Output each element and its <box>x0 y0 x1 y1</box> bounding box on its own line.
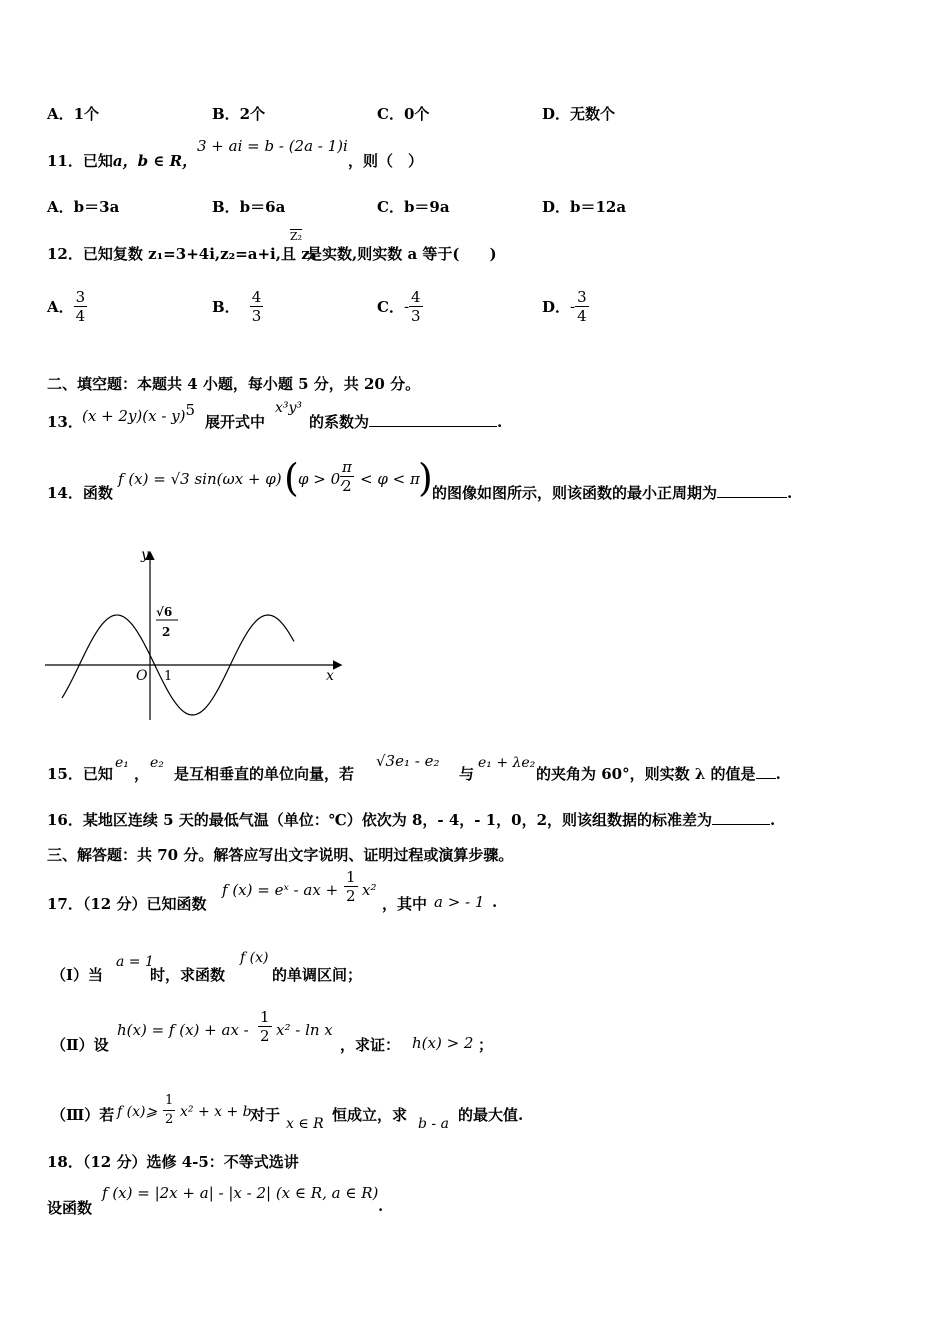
q15-answer-blank[interactable] <box>756 778 776 779</box>
q14-number: 14．函数 <box>47 484 113 502</box>
q12-option-a-label: A． <box>47 298 74 316</box>
q13-mid: 展开式中 <box>205 413 266 431</box>
q17-part2-h: h(x) = f (x) + ax - <box>117 1021 249 1039</box>
q17-x2: x² <box>362 881 377 899</box>
q12-option-a-den: 4 <box>75 307 86 325</box>
q14-paren-right: ) <box>418 456 433 500</box>
q18-function: f (x) = |2x + a| - |x - 2| (x ∈ R, a ∈ R) <box>102 1184 379 1202</box>
q15-text2: 是互相垂直的单位向量，若 <box>174 765 355 783</box>
q17-frac <box>344 868 358 905</box>
q13-expression <box>82 401 195 425</box>
q14-end: . <box>787 484 793 502</box>
q14-frac-den: 2 <box>342 477 352 495</box>
q14-paren-left: ( <box>284 456 299 500</box>
q17-part2-end: ； <box>478 1036 494 1054</box>
q13-tail <box>309 411 502 432</box>
q12-option-d-den: 4 <box>577 307 587 325</box>
q12-option-a-num: 3 <box>75 288 86 306</box>
q14-cond: φ > 0, <box>298 470 345 488</box>
q14-tail <box>432 482 792 503</box>
q15-text4: 的夹角为 60°，则实数 λ 的值是 <box>536 765 756 783</box>
q12-option-b-den: 3 <box>251 307 262 325</box>
q14-answer-blank[interactable] <box>717 497 787 498</box>
q13-answer-blank[interactable] <box>369 426 497 427</box>
q17-part2-frac-den: 2 <box>260 1027 270 1045</box>
q17-part3-expr: b - a <box>418 1116 449 1132</box>
question-12 <box>47 243 316 264</box>
q17-part2-mid: ，求证： <box>340 1036 401 1054</box>
q14-tail-text: 的图像如图所示，则该函数的最小正周期为 <box>432 484 718 502</box>
q18-end: . <box>378 1197 384 1215</box>
q17-part3-tail: 的最大值. <box>458 1106 524 1124</box>
q17-part3-frac <box>163 1092 175 1129</box>
q14-frac-num: π <box>342 458 352 476</box>
q12-option-b-label: B． <box>212 298 240 316</box>
q17-part2-rest: x² - ln x <box>276 1021 333 1039</box>
q17-part1-label: （Ⅰ）当 <box>51 966 104 984</box>
q13-tail-text: 的系数为 <box>309 413 370 431</box>
q17-function: f (x) = eˣ - ax + <box>222 881 339 899</box>
q15-comma: ， <box>134 765 150 783</box>
q12-option-d <box>542 288 589 325</box>
section-2-heading: 二、填空题：本题共 4 小题，每小题 5 分，共 20 分。 <box>47 375 421 393</box>
q17-frac-num: 1 <box>346 868 356 886</box>
q16-answer-blank[interactable] <box>712 824 770 825</box>
q17-part3-rest: x² + x + b <box>180 1104 252 1120</box>
q18-title: 18．（12 分）选修 4-5：不等式选讲 <box>47 1153 299 1171</box>
q12-text: 12．已知复数 z₁=3+4i,z₂=a+i,且 z₁ <box>47 245 317 263</box>
q14-sine-graph <box>40 545 350 725</box>
q17-end: . <box>492 893 498 911</box>
q17-mid: ，其中 <box>382 895 428 913</box>
q15-e2: e₂ <box>150 755 164 771</box>
q17-part3-frac-den: 2 <box>165 1112 174 1127</box>
q12-option-b <box>212 288 263 325</box>
q13-number: 13． <box>47 413 83 431</box>
q15-tail <box>536 763 781 784</box>
q11-option-b: B．b＝6a <box>212 198 286 216</box>
q14-function: f (x) = √3 sin(ωx + φ) <box>118 470 282 488</box>
q16-text: 16．某地区连续 5 天的最低气温（单位：℃）依次为 8，- 4，- 1，0，2，则该组数据的标准差为 <box>47 811 713 829</box>
q17-part1-mid: 时，求函数 <box>150 966 226 984</box>
q12-option-c-den: 3 <box>411 307 421 325</box>
q12-option-c-num: 4 <box>411 288 421 306</box>
q13-end: . <box>497 413 503 431</box>
q13-term: x³y³ <box>275 400 303 416</box>
y-axis-label: y <box>141 547 149 563</box>
q12-option-c-sign: - <box>403 297 410 316</box>
q17-part3-mid: 对于 <box>250 1106 281 1124</box>
q11-option-c: C．b＝9a <box>377 198 450 216</box>
question-11 <box>47 150 197 171</box>
q17-part1-cond: a = 1 <box>116 954 154 970</box>
q17-part3-f: f (x)⩾ <box>117 1104 158 1120</box>
q11-option-d: D．b＝12a <box>542 198 627 216</box>
q15-text3: 与 <box>459 765 475 783</box>
q12-option-d-num: 3 <box>577 288 587 306</box>
q11-number: 11．已知 <box>47 152 113 170</box>
y-intercept-num: √6 <box>156 605 173 619</box>
tick-one-label: 1 <box>164 669 173 684</box>
q12-option-a <box>47 288 87 325</box>
q15-end: . <box>775 765 781 783</box>
q11-condition: a，b ∈ R， <box>112 152 198 170</box>
section-3-heading: 三、解答题：共 70 分。解答应写出文字说明、证明过程或演算步骤。 <box>47 846 514 864</box>
q11-equation: 3 + ai = b - (2a - 1)i <box>197 137 348 155</box>
q12-zbar: Z₂ <box>290 230 303 243</box>
q10-option-d: D．无数个 <box>542 105 616 123</box>
q11-tail: ，则（ ） <box>348 152 424 170</box>
q17-part2-frac <box>258 1008 272 1045</box>
q17-part2-claim: h(x) > 2 <box>412 1034 474 1052</box>
q17-number: 17．（12 分）已知函数 <box>47 895 207 913</box>
q17-part3-label: （Ⅲ）若 <box>51 1106 115 1124</box>
q13-expr: (x + 2y)(x - y) <box>82 407 186 425</box>
origin-label: O <box>136 668 148 684</box>
q17-frac-den: 2 <box>346 887 356 905</box>
q12-option-d-label: D． <box>542 298 571 316</box>
q11-option-a: A．b＝3a <box>47 198 120 216</box>
q15-vector1: √3e₁ - e₂ <box>376 752 440 770</box>
q14-frac <box>340 458 354 495</box>
q14-cond2: < φ < π <box>360 470 420 488</box>
y-intercept-den: 2 <box>162 625 171 639</box>
q17-part2-label: （Ⅱ）设 <box>51 1036 109 1054</box>
q12-tail: 是实数,则实数 a 等于( ) <box>307 245 497 263</box>
q15-e1: e₁ <box>115 755 129 771</box>
q12-option-c-label: C． <box>377 298 404 316</box>
q12-option-b-num: 4 <box>251 288 262 306</box>
q17-part3-frac-num: 1 <box>163 1092 175 1111</box>
q15-line <box>47 763 113 784</box>
q17-cond: a > - 1 <box>434 893 485 911</box>
q17-part1-tail: 的单调区间； <box>272 966 363 984</box>
q18-lead: 设函数 <box>47 1199 93 1217</box>
x-axis-label: x <box>326 668 334 684</box>
q12-option-c <box>377 288 423 325</box>
q10-option-a: A．1个 <box>47 105 100 123</box>
q10-option-b: B．2个 <box>212 105 266 123</box>
question-16 <box>47 809 775 830</box>
q15-vector2: e₁ + λe₂ <box>478 755 536 771</box>
q13-exponent: 5 <box>185 401 196 419</box>
q17-part3-cond: x ∈ R <box>286 1116 324 1132</box>
q10-option-c: C．0个 <box>377 105 430 123</box>
q15-text1: 15．已知 <box>47 765 113 783</box>
q17-part3-mid2: 恒成立，求 <box>332 1106 408 1124</box>
q17-part1-f: f (x) <box>240 950 269 966</box>
q17-part2-frac-num: 1 <box>260 1008 270 1026</box>
q12-option-d-sign: - <box>570 297 576 316</box>
q16-end: . <box>770 811 776 829</box>
